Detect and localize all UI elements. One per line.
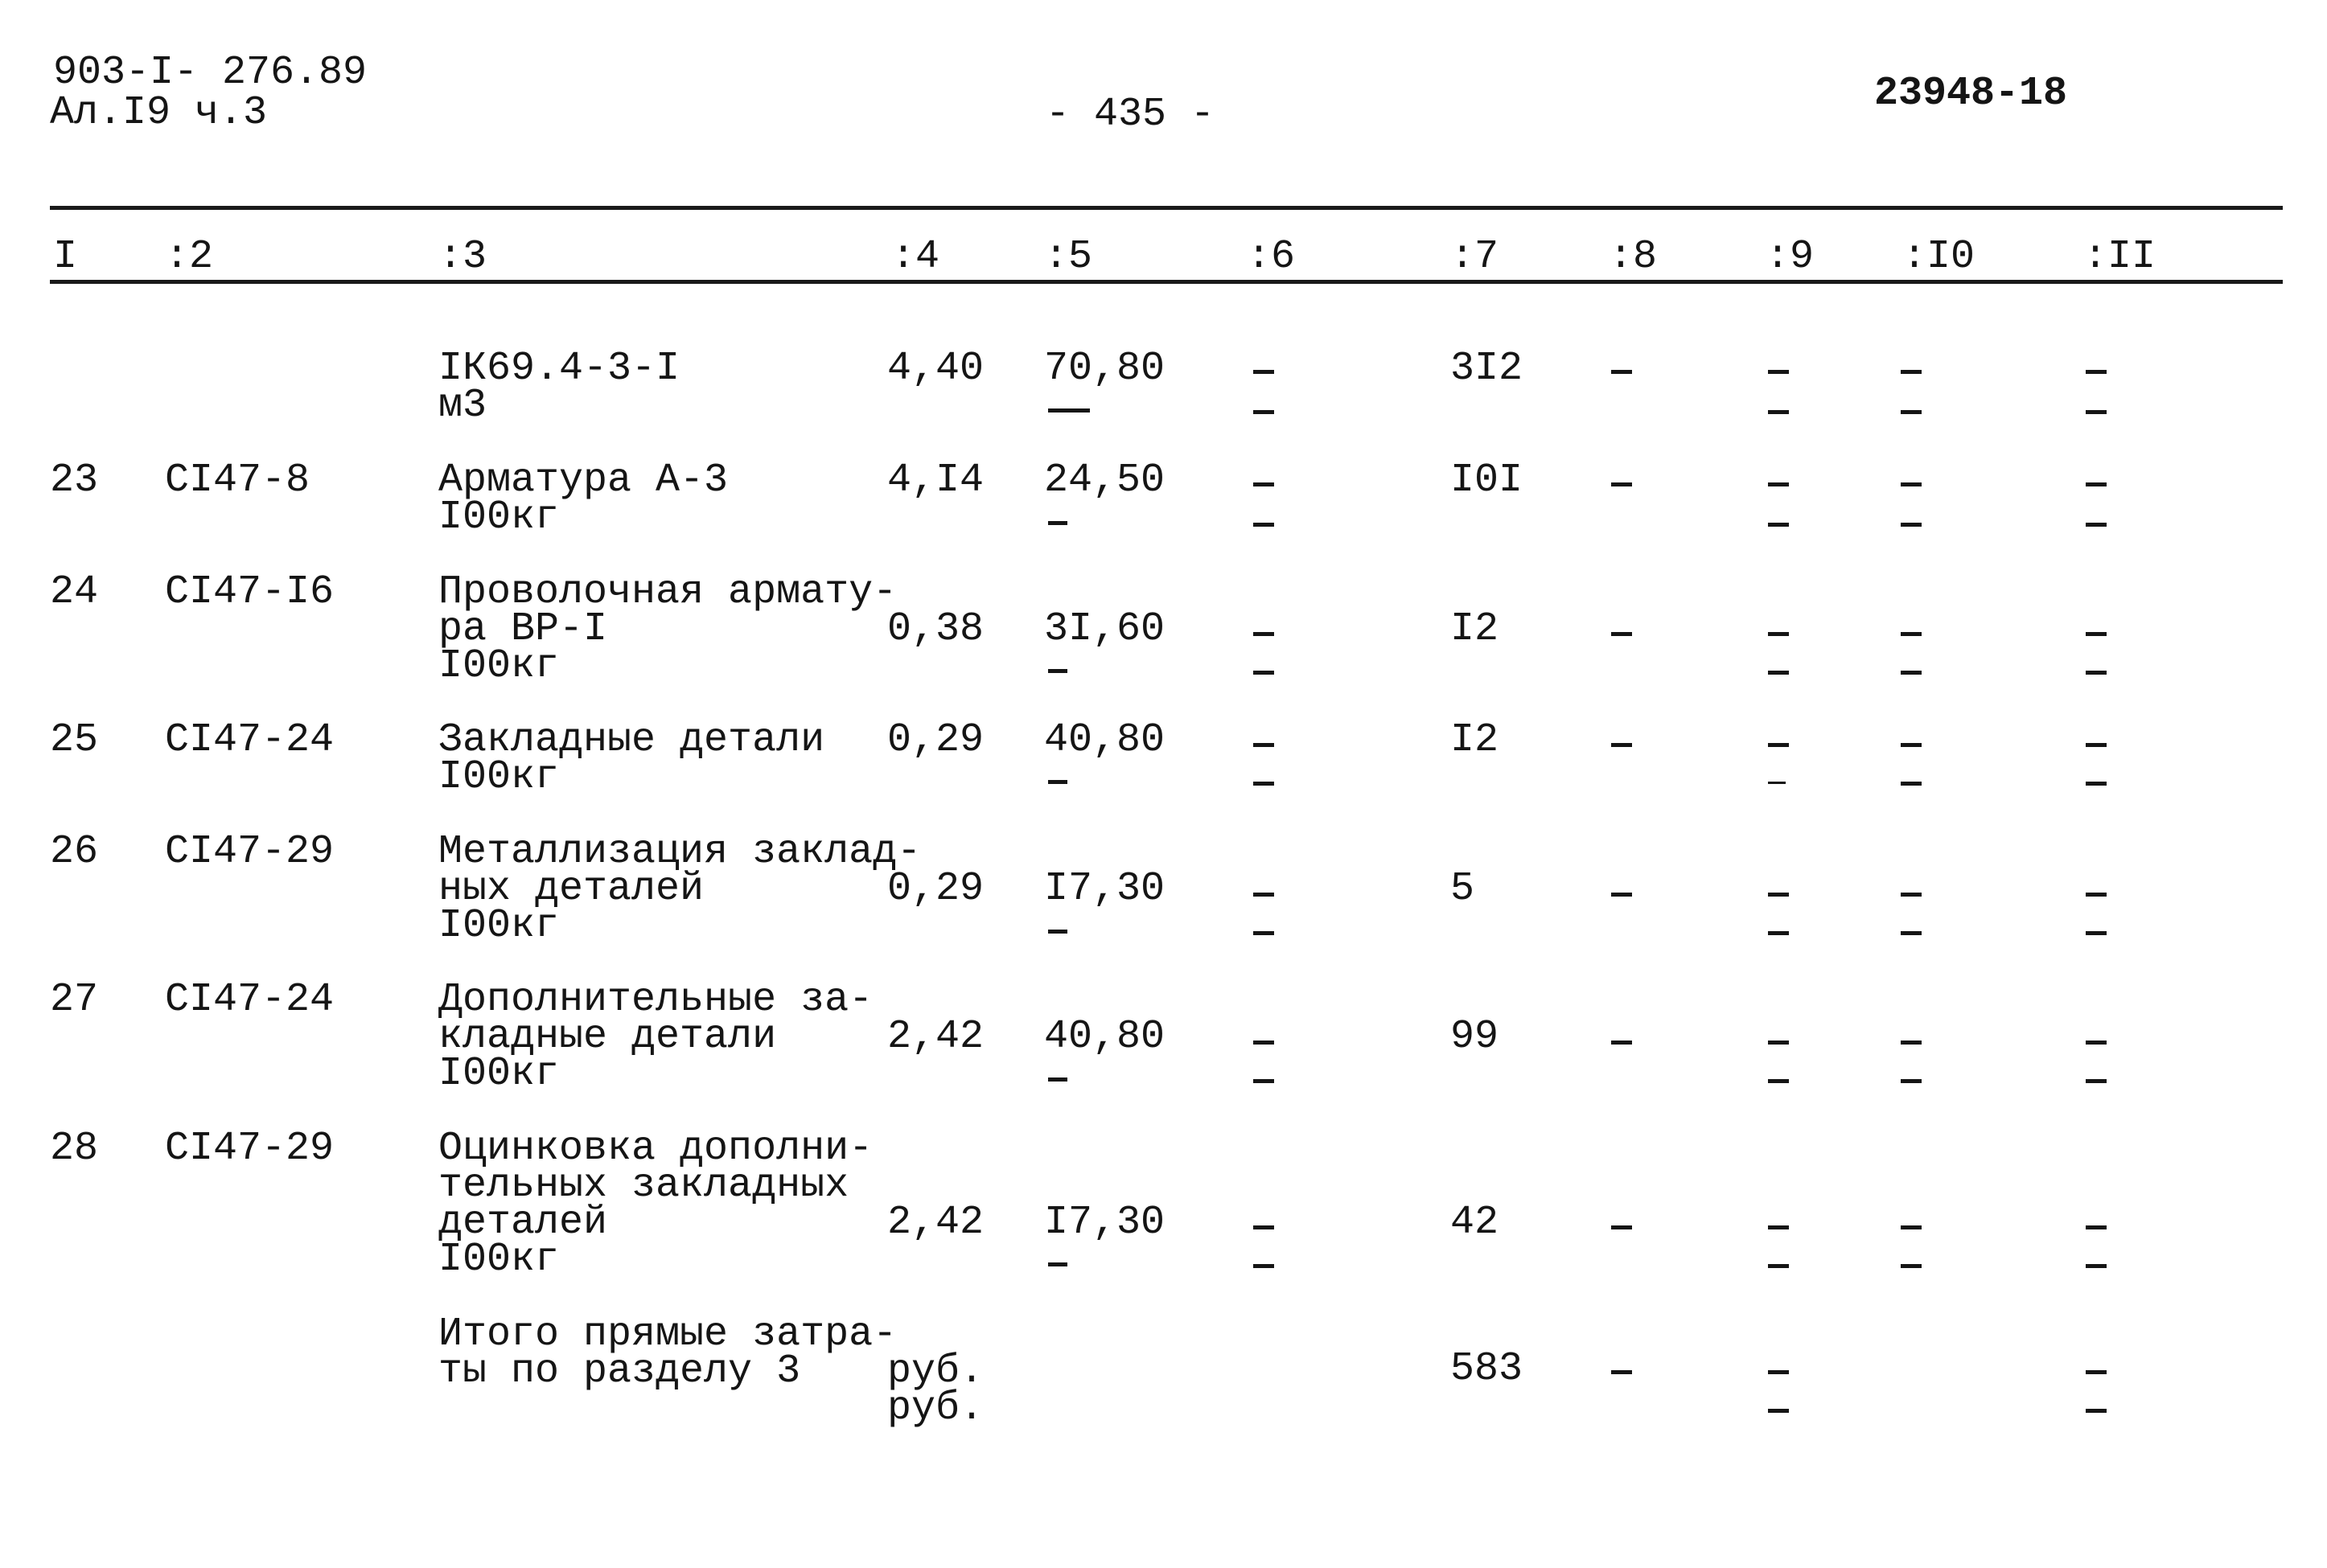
row-unit-price: 40,80 xyxy=(1044,1014,1166,1060)
dash-mark xyxy=(2086,632,2107,636)
dash-mark xyxy=(1253,523,1274,527)
dash-mark xyxy=(1768,632,1789,636)
dash-mark xyxy=(1611,1370,1632,1374)
row-number: 27 xyxy=(50,977,99,1023)
row-total: I2 xyxy=(1450,606,1499,652)
dash-mark xyxy=(2086,370,2107,374)
dash-mark xyxy=(1611,743,1632,747)
row-quantity: 0,29 xyxy=(887,717,985,763)
dash-mark xyxy=(1901,482,1922,486)
row-code: СI47-24 xyxy=(165,977,335,1023)
dash-mark xyxy=(1768,1079,1789,1083)
dash-mark xyxy=(1048,669,1067,673)
row-total: 42 xyxy=(1450,1200,1499,1246)
dash-mark xyxy=(1253,632,1274,636)
row-unit-price: I7,30 xyxy=(1044,1200,1166,1246)
row-description: Закладные детали I00кг xyxy=(438,717,825,800)
dash-mark xyxy=(1901,893,1922,897)
dash-mark xyxy=(2086,1370,2107,1374)
row-quantity: 2,42 xyxy=(887,1200,985,1246)
dash-mark xyxy=(2086,523,2107,527)
row-description: Проволочная армату- ра ВР-I I00кг xyxy=(438,569,898,689)
row-number: 24 xyxy=(50,569,99,615)
dash-mark xyxy=(1048,521,1067,525)
dash-mark xyxy=(1901,523,1922,527)
dash-mark xyxy=(1768,410,1789,414)
album-part: Ал.I9 ч.3 xyxy=(50,90,268,136)
dash-mark xyxy=(2086,1409,2107,1413)
dash-mark xyxy=(1901,671,1922,675)
column-header-10: :I0 xyxy=(1902,234,1975,280)
dash-mark xyxy=(1611,1225,1632,1229)
dash-mark xyxy=(1768,893,1789,897)
dash-mark xyxy=(2086,671,2107,675)
dash-mark xyxy=(2086,1079,2107,1083)
row-description: Дополнительные за- кладные детали I00кг xyxy=(438,977,874,1097)
dash-mark xyxy=(1768,1041,1789,1045)
row-quantity: 0,38 xyxy=(887,606,985,652)
dash-mark xyxy=(1768,931,1789,935)
row-unit-price: 24,50 xyxy=(1044,458,1166,503)
dash-mark xyxy=(1901,743,1922,747)
row-number: 23 xyxy=(50,458,99,503)
column-header-3: :3 xyxy=(438,234,487,280)
row-unit-price: 40,80 xyxy=(1044,717,1166,763)
dash-mark xyxy=(2086,743,2107,747)
row-description: Оцинковка дополни- тельных закладных деталей I00кг xyxy=(438,1126,874,1283)
column-header-1: I xyxy=(53,234,78,280)
dash-mark xyxy=(1253,1225,1274,1229)
header-top-rule xyxy=(50,206,2283,210)
dash-mark xyxy=(1253,410,1274,414)
dash-mark xyxy=(1768,1264,1789,1268)
dash-mark xyxy=(1901,1079,1922,1083)
dash-mark xyxy=(1253,931,1274,935)
dash-mark xyxy=(2086,1264,2107,1268)
dash-mark xyxy=(2086,931,2107,935)
row-quantity: 4,I4 xyxy=(887,458,985,503)
row-description: IК69.4-3-I м3 xyxy=(438,346,680,429)
dash-mark xyxy=(1901,782,1922,786)
row-quantity: 2,42 xyxy=(887,1014,985,1060)
dash-mark xyxy=(1253,1079,1274,1083)
row-description: Арматура А-3 I00кг xyxy=(438,458,729,540)
dash-mark xyxy=(2086,782,2107,786)
dash-mark xyxy=(1768,482,1789,486)
dash-mark xyxy=(2086,893,2107,897)
dash-mark xyxy=(1253,370,1274,374)
dash-mark xyxy=(1048,780,1067,784)
row-unit-price: 3I,60 xyxy=(1044,606,1166,652)
row-code: СI47-29 xyxy=(165,1126,335,1172)
dash-mark xyxy=(1901,1041,1922,1045)
dash-mark xyxy=(1048,1077,1067,1082)
column-header-4: :4 xyxy=(891,234,940,280)
page-number: - 435 - xyxy=(1046,92,1215,138)
document-code: 903-I- 276.89 xyxy=(53,50,368,96)
row-unit-price: 70,80 xyxy=(1044,346,1166,392)
dash-mark xyxy=(1611,893,1632,897)
total-unit: руб. руб. xyxy=(887,1348,985,1431)
dash-mark xyxy=(1901,370,1922,374)
column-header-7: :7 xyxy=(1450,234,1499,280)
row-number: 26 xyxy=(50,829,99,875)
dash-mark xyxy=(1611,370,1632,374)
row-code: СI47-29 xyxy=(165,829,335,875)
row-unit-price: I7,30 xyxy=(1044,866,1166,912)
row-code: СI47-I6 xyxy=(165,569,335,615)
dash-mark xyxy=(1611,1041,1632,1045)
dash-mark xyxy=(2086,410,2107,414)
dash-mark xyxy=(1253,893,1274,897)
dash-mark xyxy=(1048,408,1090,413)
row-quantity: 4,40 xyxy=(887,346,985,392)
dash-mark xyxy=(1253,482,1274,486)
dash-mark xyxy=(1048,930,1067,934)
inventory-number: 23948-18 xyxy=(1874,71,2068,117)
dash-mark xyxy=(1611,482,1632,486)
row-number: 28 xyxy=(50,1126,99,1172)
dash-mark xyxy=(1768,370,1789,374)
dash-mark xyxy=(2086,482,2107,486)
dash-mark xyxy=(1901,632,1922,636)
dash-mark xyxy=(1768,1409,1789,1413)
dash-mark xyxy=(1768,1225,1789,1229)
row-total: 99 xyxy=(1450,1014,1499,1060)
dash-mark xyxy=(1768,743,1789,747)
dash-mark xyxy=(1901,1264,1922,1268)
column-header-5: :5 xyxy=(1044,234,1093,280)
row-total: I0I xyxy=(1450,458,1523,503)
column-header-2: :2 xyxy=(165,234,214,280)
dash-mark xyxy=(1768,782,1786,784)
total-description: Итого прямые затра- ты по разделу 3 xyxy=(438,1311,898,1394)
dash-mark xyxy=(1253,782,1274,786)
dash-mark xyxy=(1901,1225,1922,1229)
row-quantity: 0,29 xyxy=(887,866,985,912)
dash-mark xyxy=(1768,1370,1789,1374)
total-value: 583 xyxy=(1450,1346,1523,1392)
row-total: 3I2 xyxy=(1450,346,1523,392)
dash-mark xyxy=(1611,632,1632,636)
column-header-8: :8 xyxy=(1609,234,1658,280)
dash-mark xyxy=(1253,1264,1274,1268)
dash-mark xyxy=(1768,671,1789,675)
column-header-9: :9 xyxy=(1766,234,1815,280)
column-header-11: :II xyxy=(2083,234,2156,280)
row-description: Металлизация заклад- ных деталей I00кг xyxy=(438,829,922,949)
header-bottom-rule xyxy=(50,280,2283,284)
column-header-6: :6 xyxy=(1247,234,1296,280)
row-code: СI47-8 xyxy=(165,458,310,503)
dash-mark xyxy=(2086,1041,2107,1045)
row-number: 25 xyxy=(50,717,99,763)
dash-mark xyxy=(1253,743,1274,747)
dash-mark xyxy=(1048,1262,1067,1266)
dash-mark xyxy=(1768,523,1789,527)
dash-mark xyxy=(1253,671,1274,675)
dash-mark xyxy=(1253,1041,1274,1045)
row-code: СI47-24 xyxy=(165,717,335,763)
row-total: I2 xyxy=(1450,717,1499,763)
dash-mark xyxy=(1901,410,1922,414)
dash-mark xyxy=(1901,931,1922,935)
row-total: 5 xyxy=(1450,866,1475,912)
dash-mark xyxy=(2086,1225,2107,1229)
